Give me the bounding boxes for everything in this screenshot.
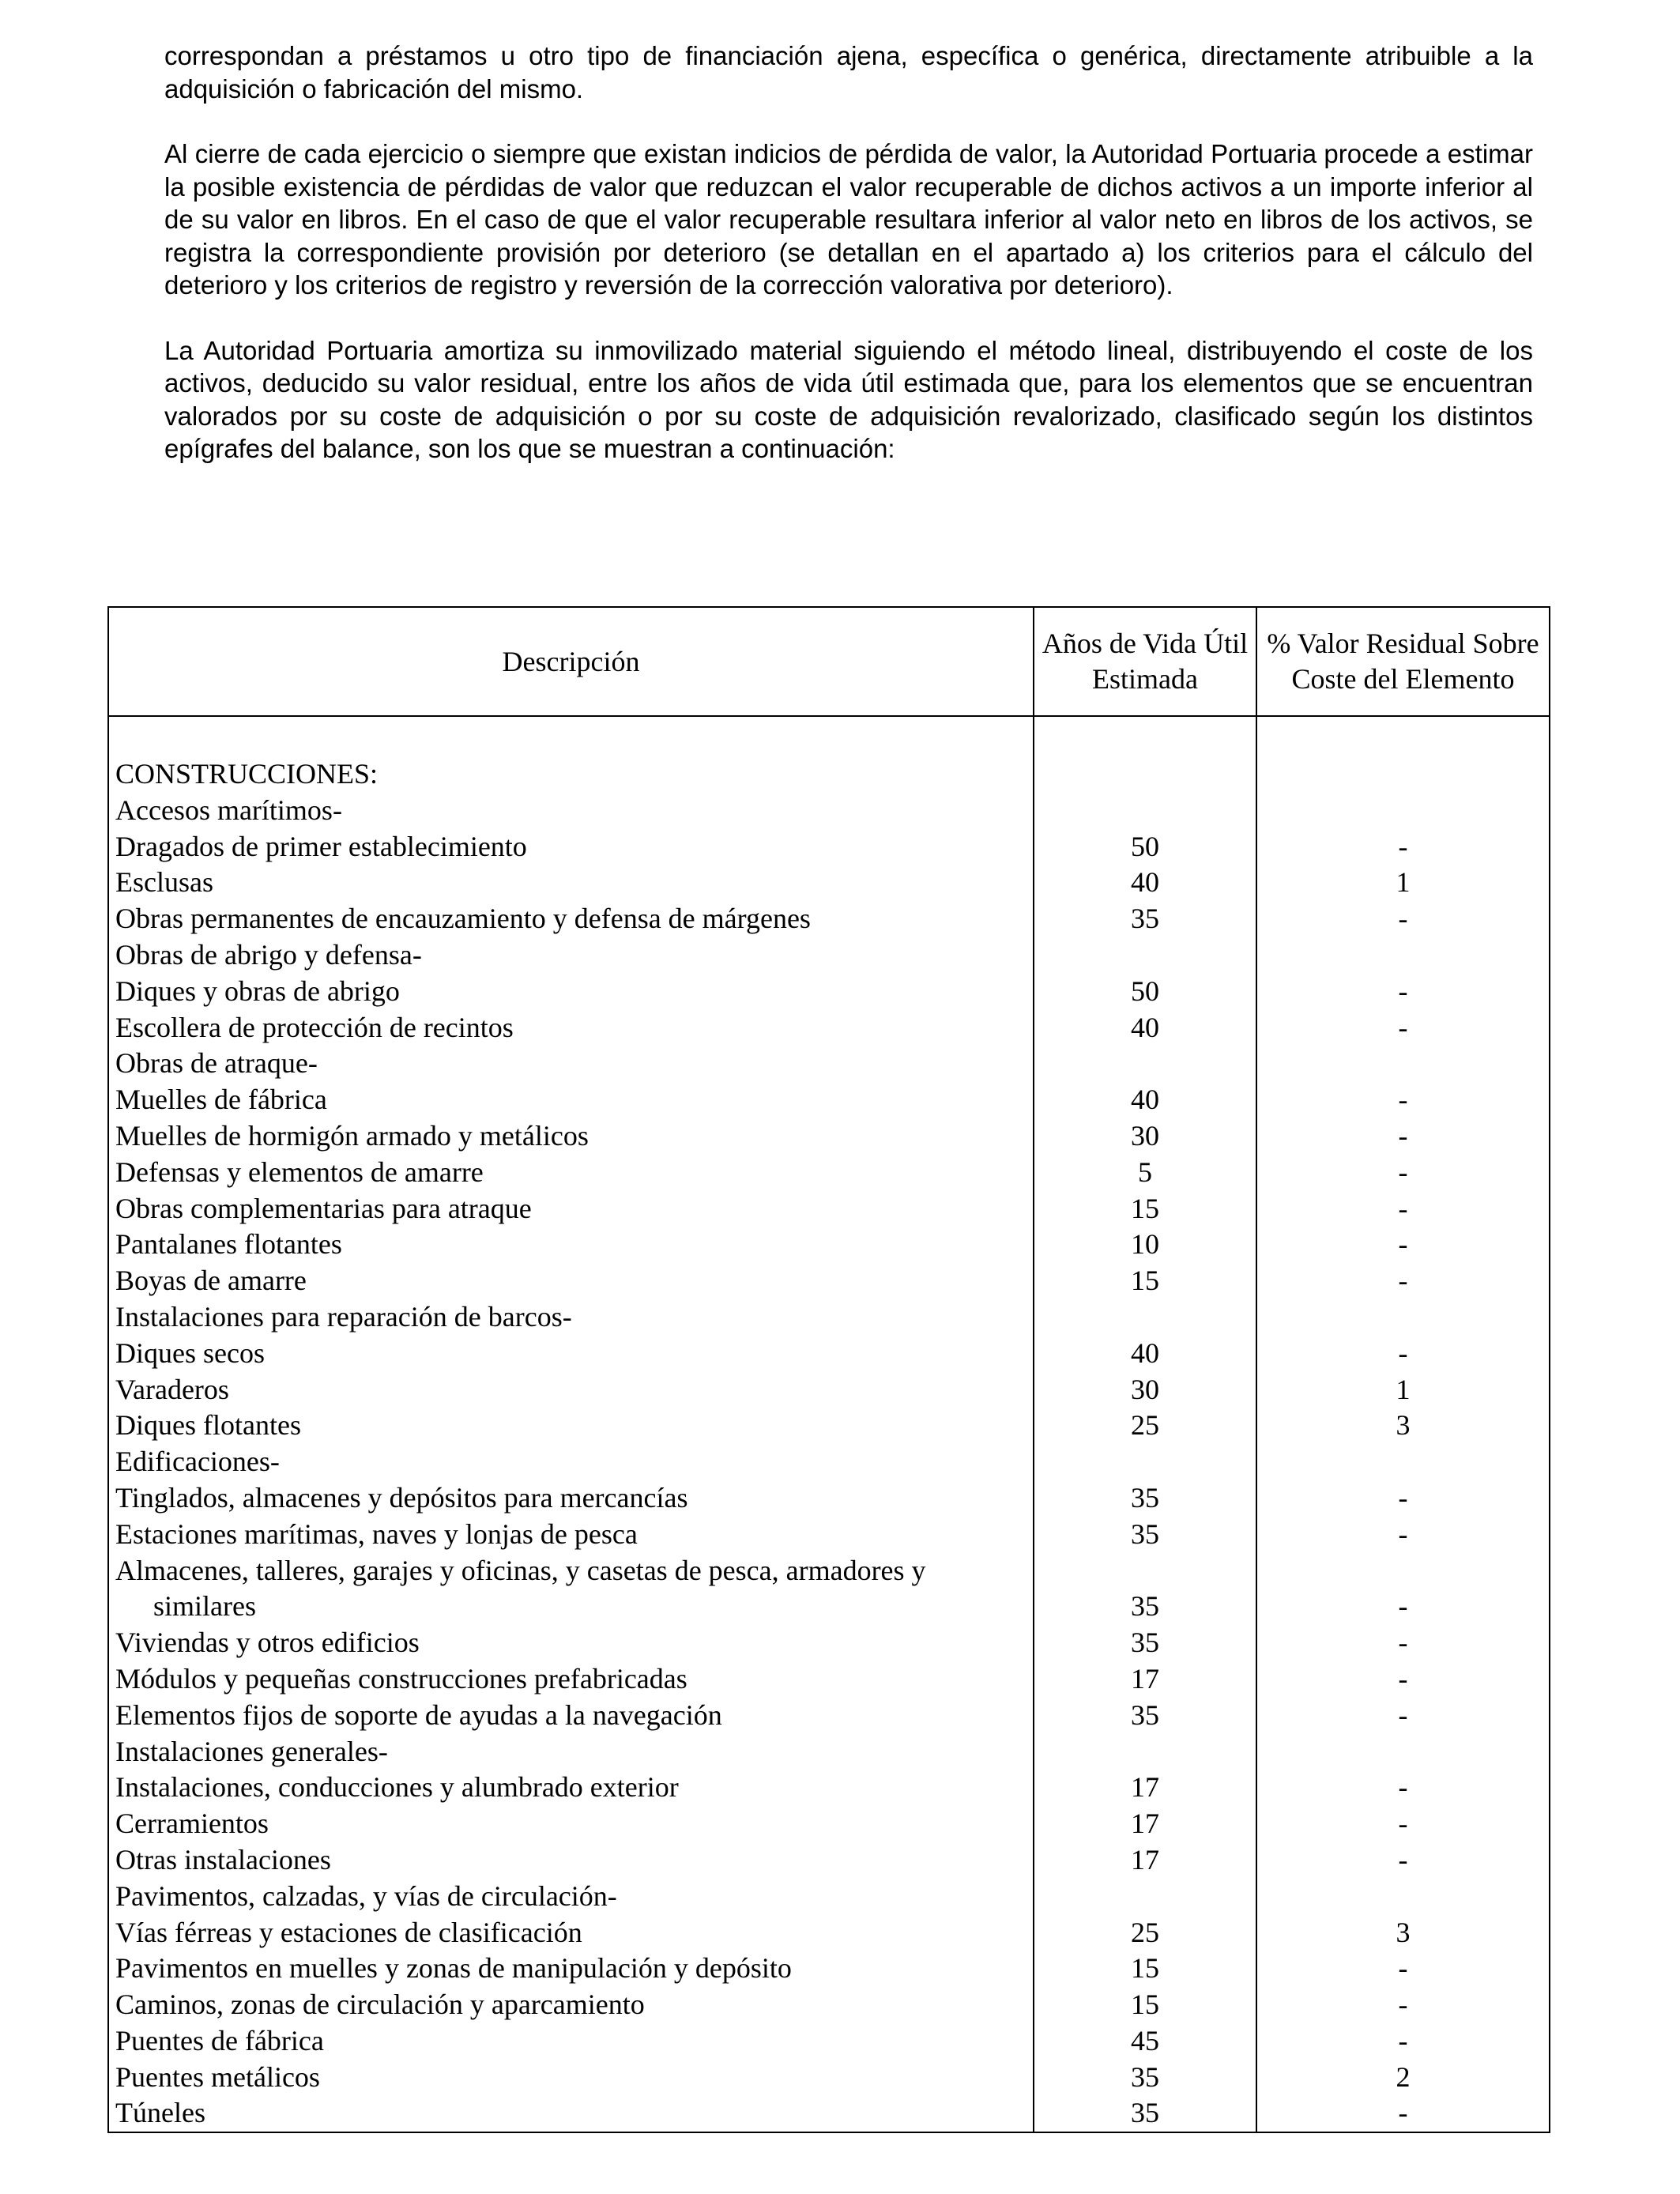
- row-description: Instalaciones generales-: [108, 1734, 1034, 1770]
- row-residual-value: -: [1256, 829, 1550, 865]
- row-residual-value: -: [1256, 2095, 1550, 2132]
- row-description: Viviendas y otros edificios: [108, 1625, 1034, 1661]
- row-useful-life-years: 50: [1034, 829, 1256, 865]
- table-row: [108, 1842, 1550, 1879]
- row-residual-value: -: [1256, 1698, 1550, 1734]
- row-useful-life-years: 15: [1034, 1951, 1256, 1987]
- row-residual-value: 1: [1256, 1372, 1550, 1408]
- row-description: Tinglados, almacenes y depósitos para mercancías: [108, 1480, 1034, 1517]
- table-spacer-row: [108, 716, 1550, 756]
- row-description: Pavimentos, calzadas, y vías de circulación-: [108, 1879, 1034, 1915]
- useful-life-table: [107, 606, 1550, 2133]
- row-residual-value: [1256, 1734, 1550, 1770]
- row-residual-value: -: [1256, 1118, 1550, 1155]
- row-residual-value: -: [1256, 901, 1550, 937]
- row-residual-value: -: [1256, 1263, 1550, 1299]
- row-useful-life-years: [1034, 1553, 1256, 1589]
- table-row: [108, 1625, 1550, 1661]
- row-useful-life-years: 17: [1034, 1770, 1256, 1806]
- row-residual-value: [1256, 756, 1550, 793]
- row-description: Muelles de fábrica: [108, 1082, 1034, 1118]
- table-row: [108, 1227, 1550, 1263]
- paragraph-financing: correspondan a préstamos u otro tipo de financiación ajena, específica o genérica, directamente atribuible a la adquisición o fabricación del mismo.: [164, 41, 1533, 104]
- row-description: Cerramientos: [108, 1806, 1034, 1842]
- row-useful-life-years: 35: [1034, 1698, 1256, 1734]
- row-useful-life-years: [1034, 1734, 1256, 1770]
- row-description: Puentes metálicos: [108, 2060, 1034, 2096]
- row-residual-value: [1256, 1299, 1550, 1336]
- header-useful-life-years: Años de Vida Útil Estimada: [1034, 607, 1256, 716]
- row-useful-life-years: [1034, 1444, 1256, 1480]
- row-useful-life-years: 50: [1034, 974, 1256, 1010]
- row-useful-life-years: 35: [1034, 2095, 1256, 2132]
- row-useful-life-years: [1034, 756, 1256, 793]
- row-description: Túneles: [108, 2095, 1034, 2132]
- table-row: [108, 2095, 1550, 2132]
- table-row: [108, 1082, 1550, 1118]
- row-residual-value: -: [1256, 1625, 1550, 1661]
- row-description: Escollera de protección de recintos: [108, 1010, 1034, 1046]
- row-description: Pavimentos en muelles y zonas de manipulación y depósito: [108, 1951, 1034, 1987]
- row-residual-value: -: [1256, 1951, 1550, 1987]
- row-description: Varaderos: [108, 1372, 1034, 1408]
- table-row: [108, 1010, 1550, 1046]
- row-useful-life-years: 17: [1034, 1842, 1256, 1879]
- row-description: Obras permanentes de encauzamiento y defensa de márgenes: [108, 901, 1034, 937]
- table-row: [108, 1408, 1550, 1444]
- row-useful-life-years: 35: [1034, 1480, 1256, 1517]
- row-residual-value: [1256, 793, 1550, 829]
- table-row: [108, 1734, 1550, 1770]
- header-residual-value: % Valor Residual Sobre Coste del Elemento: [1256, 607, 1550, 716]
- table-row: [108, 974, 1550, 1010]
- row-description: CONSTRUCCIONES:: [108, 756, 1034, 793]
- header-description: Descripción: [108, 607, 1034, 716]
- row-useful-life-years: [1034, 1299, 1256, 1336]
- row-useful-life-years: 25: [1034, 1408, 1256, 1444]
- row-description: Esclusas: [108, 865, 1034, 901]
- row-description: Muelles de hormigón armado y metálicos: [108, 1118, 1034, 1155]
- row-residual-value: -: [1256, 2023, 1550, 2060]
- table-row: [108, 1263, 1550, 1299]
- row-description: Caminos, zonas de circulación y aparcamiento: [108, 1987, 1034, 2023]
- row-useful-life-years: 35: [1034, 1517, 1256, 1553]
- row-residual-value: -: [1256, 1227, 1550, 1263]
- row-description: Almacenes, talleres, garajes y oficinas, y casetas de pesca, armadores y: [108, 1553, 1034, 1589]
- row-useful-life-years: 45: [1034, 2023, 1256, 2060]
- table-row: [108, 793, 1550, 829]
- row-description: Obras de atraque-: [108, 1046, 1034, 1082]
- table-row: [108, 829, 1550, 865]
- row-description: Vías férreas y estaciones de clasificación: [108, 1915, 1034, 1951]
- row-useful-life-years: 40: [1034, 1010, 1256, 1046]
- row-description: Edificaciones-: [108, 1444, 1034, 1480]
- table-row: [108, 756, 1550, 793]
- table-row: [108, 1191, 1550, 1227]
- table-row: [108, 1915, 1550, 1951]
- row-residual-value: -: [1256, 1806, 1550, 1842]
- table-row: [108, 1444, 1550, 1480]
- row-description: Diques secos: [108, 1336, 1034, 1372]
- row-description: Diques flotantes: [108, 1408, 1034, 1444]
- row-residual-value: -: [1256, 1155, 1550, 1191]
- table-row: [108, 1879, 1550, 1915]
- table-row: [108, 1155, 1550, 1191]
- row-residual-value: -: [1256, 1010, 1550, 1046]
- row-useful-life-years: 17: [1034, 1806, 1256, 1842]
- row-description: Estaciones marítimas, naves y lonjas de pesca: [108, 1517, 1034, 1553]
- row-useful-life-years: 15: [1034, 1263, 1256, 1299]
- paragraph-depreciation: La Autoridad Portuaria amortiza su inmovilizado material siguiendo el método lineal, distribuyendo el coste de los activos, deducido su valor residual, entre los años de vida útil estimada que, para los elementos que se encuentran valorados por su coste de adquisición o por su coste de adquisición revalorizado, clasificado según los distintos epígrafes del balance, son los que se muestran a continuación:: [164, 335, 1533, 463]
- row-description: Obras complementarias para atraque: [108, 1191, 1034, 1227]
- row-residual-value: 3: [1256, 1408, 1550, 1444]
- row-residual-value: [1256, 1046, 1550, 1082]
- row-description: Módulos y pequeñas construcciones prefabricadas: [108, 1661, 1034, 1698]
- row-description: Pantalanes flotantes: [108, 1227, 1034, 1263]
- table-row: [108, 1661, 1550, 1698]
- table-row: [108, 901, 1550, 937]
- table-row: [108, 937, 1550, 974]
- row-useful-life-years: 35: [1034, 1625, 1256, 1661]
- row-description: Diques y obras de abrigo: [108, 974, 1034, 1010]
- table-row: [108, 865, 1550, 901]
- table-row: [108, 1372, 1550, 1408]
- table-row: [108, 1951, 1550, 1987]
- row-residual-value: 2: [1256, 2060, 1550, 2096]
- paragraph-impairment: Al cierre de cada ejercicio o siempre que existan indicios de pérdida de valor, la Autoridad Portuaria procede a estimar la posible existencia de pérdidas de valor que reduzcan el valor recuperable de dichos activos a un importe inferior al de su valor en libros. En el caso de que el valor recuperable resultara inferior al valor neto en libros de los activos, se registra la correspondiente provisión por deterioro (se detallan en el apartado a) los criterios para el cálculo del deterioro y los criterios de registro y reversión de la corrección valorativa por deterioro).: [164, 139, 1533, 300]
- row-description: Puentes de fábrica: [108, 2023, 1034, 2060]
- row-useful-life-years: 10: [1034, 1227, 1256, 1263]
- row-useful-life-years: 40: [1034, 1336, 1256, 1372]
- row-useful-life-years: 35: [1034, 901, 1256, 937]
- row-description: Boyas de amarre: [108, 1263, 1034, 1299]
- table-row: [108, 1299, 1550, 1336]
- row-description: Elementos fijos de soporte de ayudas a la navegación: [108, 1698, 1034, 1734]
- row-residual-value: -: [1256, 1661, 1550, 1698]
- table-row: [108, 1589, 1550, 1625]
- row-description: Defensas y elementos de amarre: [108, 1155, 1034, 1191]
- row-description: Instalaciones para reparación de barcos-: [108, 1299, 1034, 1336]
- table-body: [108, 716, 1550, 2132]
- row-residual-value: -: [1256, 1191, 1550, 1227]
- row-residual-value: 3: [1256, 1915, 1550, 1951]
- table-row: [108, 1046, 1550, 1082]
- table-header-row: [108, 607, 1550, 716]
- body-text: [164, 40, 1533, 498]
- table-row: [108, 1517, 1550, 1553]
- row-description: Instalaciones, conducciones y alumbrado exterior: [108, 1770, 1034, 1806]
- row-residual-value: -: [1256, 1842, 1550, 1879]
- row-useful-life-years: [1034, 793, 1256, 829]
- table-row: [108, 1118, 1550, 1155]
- row-residual-value: -: [1256, 1082, 1550, 1118]
- row-residual-value: -: [1256, 1517, 1550, 1553]
- row-residual-value: -: [1256, 974, 1550, 1010]
- row-description: Otras instalaciones: [108, 1842, 1034, 1879]
- row-residual-value: [1256, 1879, 1550, 1915]
- table-row: [108, 1698, 1550, 1734]
- table-row: [108, 1553, 1550, 1589]
- row-description: Accesos marítimos-: [108, 793, 1034, 829]
- row-residual-value: 1: [1256, 865, 1550, 901]
- row-residual-value: -: [1256, 1987, 1550, 2023]
- row-residual-value: -: [1256, 1480, 1550, 1517]
- row-useful-life-years: 30: [1034, 1118, 1256, 1155]
- table-row: [108, 1770, 1550, 1806]
- row-useful-life-years: 15: [1034, 1987, 1256, 2023]
- row-description: Dragados de primer establecimiento: [108, 829, 1034, 865]
- row-useful-life-years: 17: [1034, 1661, 1256, 1698]
- row-residual-value: -: [1256, 1336, 1550, 1372]
- row-description: Obras de abrigo y defensa-: [108, 937, 1034, 974]
- row-residual-value: [1256, 1444, 1550, 1480]
- row-useful-life-years: 35: [1034, 2060, 1256, 2096]
- row-useful-life-years: 35: [1034, 1589, 1256, 1625]
- row-residual-value: [1256, 937, 1550, 974]
- row-residual-value: -: [1256, 1770, 1550, 1806]
- table-row: [108, 1480, 1550, 1517]
- table-row: [108, 2023, 1550, 2060]
- table-row: [108, 2060, 1550, 2096]
- row-useful-life-years: [1034, 1046, 1256, 1082]
- table-row: [108, 1336, 1550, 1372]
- row-useful-life-years: 30: [1034, 1372, 1256, 1408]
- row-useful-life-years: [1034, 1879, 1256, 1915]
- row-useful-life-years: 5: [1034, 1155, 1256, 1191]
- row-useful-life-years: 40: [1034, 865, 1256, 901]
- row-residual-value: [1256, 1553, 1550, 1589]
- table-row: [108, 1987, 1550, 2023]
- row-useful-life-years: 40: [1034, 1082, 1256, 1118]
- table-row: [108, 1806, 1550, 1842]
- row-useful-life-years: 25: [1034, 1915, 1256, 1951]
- row-useful-life-years: 15: [1034, 1191, 1256, 1227]
- row-description: similares: [108, 1589, 1034, 1625]
- row-residual-value: -: [1256, 1589, 1550, 1625]
- row-useful-life-years: [1034, 937, 1256, 974]
